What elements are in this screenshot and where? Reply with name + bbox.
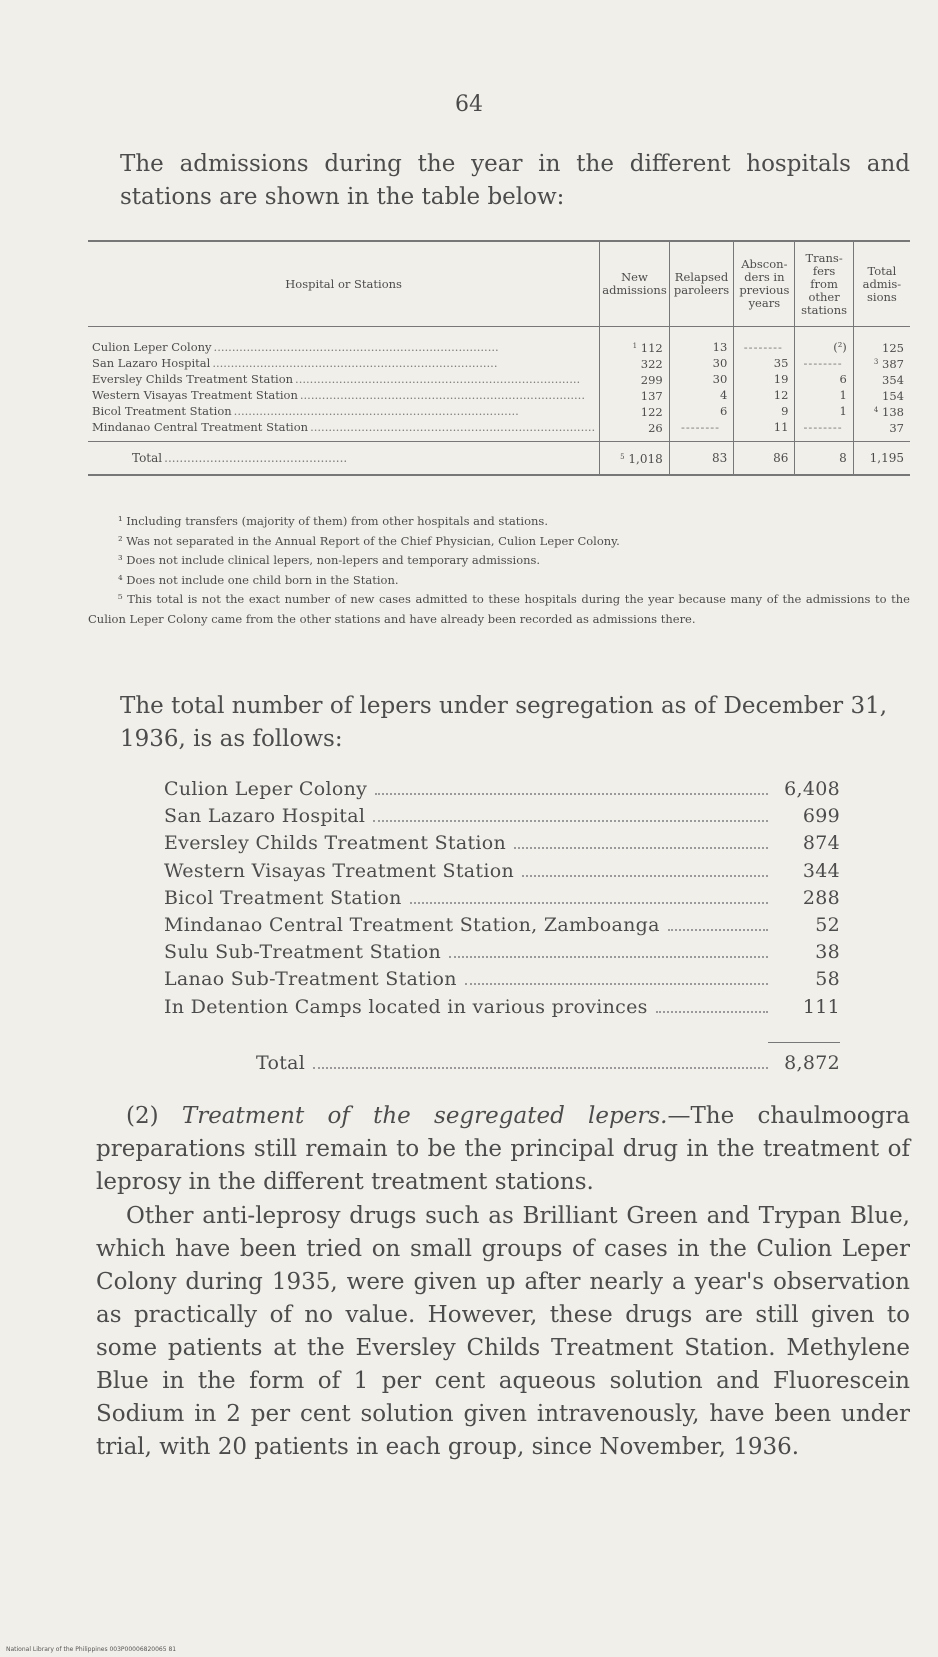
station-name: Eversley Childs Treatment Station [164,832,507,855]
station-name: San Lazaro Hospital [164,805,366,828]
station-name: Lanao Sub-Treatment Station [164,968,457,991]
row-absconders: 12 [734,387,795,403]
segregation-total-value: 8,872 [784,1052,840,1074]
row-hospital-name: Culion Leper Colony .............................................................................. [92,340,499,354]
total-relapsed: 83 [669,442,734,476]
row-relapsed: 30 [669,371,734,387]
header-transfers: Trans-fers from other stations [795,241,853,327]
list-item [164,860,840,887]
section-heading: Treatment of the segregated lepers. [181,1103,668,1129]
drugs-paragraph: Other anti-leprosy drugs such as Brilliant Green and Trypan Blue, which have been tried on small groups of cases in the Culion Leper Colony during 1935, were given up after nearly a year's observation as practically of no value. However, these drugs are still given to some patients at the Eversley Childs Treatment Station. Methylene Blue in the form of 1 per cent aqueous solution and Fluorescein Sodium in 2 per cent solution given intravenously, have been under trial, with 20 patients in each group, since November, 1936. [96,1203,910,1460]
dot-leader [668,928,768,931]
row-new-admissions: 26 [600,419,670,442]
row-absconders: 35 [734,355,795,371]
row-total: 154 [853,387,910,403]
station-count: 288 [802,886,840,909]
header-hospital: Hospital or Stations [88,241,600,327]
row-transfers: 1 [795,387,853,403]
admissions-table-header [88,241,910,327]
row-total: $^3$ 387 [853,355,910,371]
section-text: —The chaulmoogra preparations still remain to be the principal drug in the treatment of leprosy in the different treatment stations. [96,1103,910,1195]
row-absconders: 9 [734,403,795,419]
admissions-total-row [88,442,910,476]
station-name: Western Visayas Treatment Station [164,859,515,882]
station-count: 52 [815,913,840,936]
station-count: 38 [815,941,840,964]
footnote: ¹ Including transfers (majority of them) from other hospitals and stations. [118,514,548,528]
row-absconders: 11 [734,419,795,442]
segregation-total-label: Total [256,1052,306,1074]
station-count: 111 [802,995,840,1018]
list-item [164,941,840,968]
station-count: 874 [802,832,840,855]
row-relapsed: 6 [669,403,734,419]
row-hospital-name: Eversley Childs Treatment Station .............................................................................. [92,372,581,386]
footnote: ⁴ Does not include one child born in the Station. [118,572,399,587]
row-absconders: 19 [734,371,795,387]
segregation-intro: The total number of lepers under segregation as of December 31, 1936, is as follows: [120,693,888,752]
row-transfers-blank: -------- [795,419,853,442]
row-transfers: 6 [795,371,853,387]
row-total: $^4$ 138 [853,403,910,419]
row-new-admissions: 122 [600,403,670,419]
station-name: Mindanao Central Treatment Station, Zamboanga [164,913,660,936]
row-hospital-name: Bicol Treatment Station .............................................................................. [92,404,519,418]
dot-leader [313,1066,768,1069]
dot-leader [373,819,768,822]
dot-leader [465,982,768,985]
dot-leader [449,955,768,958]
list-item [164,996,840,1023]
list-item [164,778,840,805]
table-row [88,327,910,356]
row-hospital-name: Western Visayas Treatment Station .............................................................................. [92,388,585,402]
table-row [88,387,910,403]
row-new-admissions: $^1$ 112 [600,327,670,356]
footnote: ² Was not separated in the Annual Report of the Chief Physician, Culion Leper Colony. [118,533,620,548]
table-row [88,419,910,442]
total-rule [768,1042,840,1043]
station-count: 6,408 [784,778,840,800]
station-count: 58 [815,968,840,991]
row-new-admissions: 322 [600,355,670,371]
dot-leader [514,846,768,849]
station-name: In Detention Camps located in various provinces [164,995,648,1018]
segregation-total [164,1052,840,1079]
station-count: 344 [802,859,840,882]
station-name: Bicol Treatment Station [164,886,402,909]
footnote: ³ Does not include clinical lepers, non-lepers and temporary admissions. [118,553,541,567]
table-row [88,371,910,387]
table-row [88,403,910,419]
header-total-admissions: Total admis-sions [853,241,910,327]
page-number: 64 [455,92,483,117]
station-name: Sulu Sub-Treatment Station [164,941,442,964]
header-new-admissions: New admissions [600,241,670,327]
row-hospital-name: Mindanao Central Treatment Station .............................................................................. [92,420,596,434]
total-label: Total ................................................ [88,442,600,476]
total-total: 1,195 [853,442,910,476]
station-count: 699 [802,805,840,828]
row-relapsed: 4 [669,387,734,403]
segregation-list [164,778,840,1023]
total-new: $^5$ 1,018 [600,442,670,476]
row-absconders-blank: -------- [734,327,795,356]
total-transfers: 8 [795,442,853,476]
dot-leader [410,901,768,904]
station-name: Culion Leper Colony [164,778,368,800]
row-new-admissions: 299 [600,371,670,387]
dot-leader [375,792,768,795]
row-transfers: (²) [795,327,853,356]
list-item [164,914,840,941]
row-total: 125 [853,327,910,356]
header-relapsed-paroleers: Relapsed paroleers [669,241,734,327]
list-item [164,805,840,832]
intro-paragraph: The admissions during the year in the different hospitals and stations are shown in the table below: [120,151,910,210]
row-transfers: 1 [795,403,853,419]
treatment-paragraph [96,1100,910,1199]
row-transfers-blank: -------- [795,355,853,371]
list-item [164,968,840,995]
row-relapsed: 30 [669,355,734,371]
section-number: (2) [126,1103,159,1129]
row-total: 37 [853,419,910,442]
admissions-table [88,240,910,476]
archive-footer-tag: National Library of the Philippines 003P00006820065 81 [6,1646,177,1653]
row-total: 354 [853,371,910,387]
list-item [164,832,840,859]
row-hospital-name: San Lazaro Hospital .............................................................................. [92,356,498,370]
dot-leader [656,1010,768,1013]
row-new-admissions: 137 [600,387,670,403]
footnotes [88,512,910,629]
total-absconders: 86 [734,442,795,476]
header-absconders: Abscon-ders in previous years [734,241,795,327]
dot-leader [522,874,768,877]
footnote: ⁵ This total is not the exact number of new cases admitted to these hospitals during the year because many of the admissions to the Culion Leper Colony came from the other stations and have already been recorded as admissions there. [88,592,910,626]
table-row [88,355,910,371]
row-relapsed: 13 [669,327,734,356]
row-relapsed-blank: -------- [669,419,734,442]
list-item [164,887,840,914]
